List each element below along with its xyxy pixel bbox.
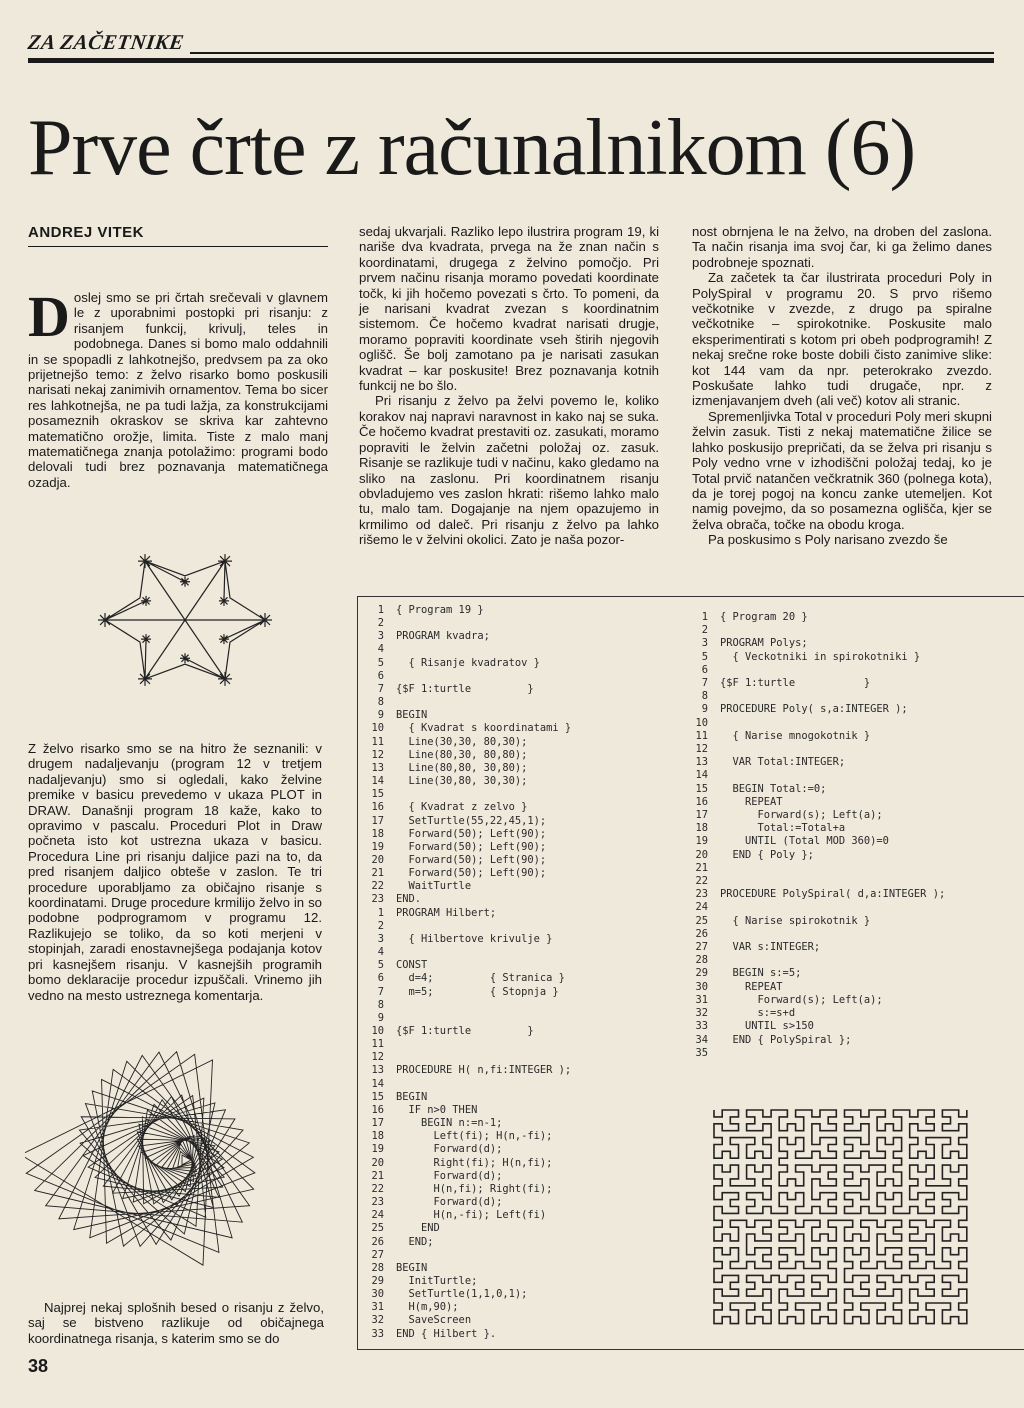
code-text: REPEAT	[720, 980, 783, 993]
line-number: 21	[371, 1169, 384, 1182]
code-line	[682, 624, 945, 637]
code-text: BEGIN	[396, 1261, 428, 1274]
snowflake-ornament-figure	[70, 525, 300, 715]
line-number: 6	[377, 669, 384, 682]
code-line	[358, 880, 571, 893]
column-1-intro	[28, 284, 328, 490]
line-number: 6	[377, 972, 384, 985]
line-number: 9	[377, 1011, 384, 1024]
code-line	[358, 709, 571, 722]
code-text: Line(30,80, 30,30);	[396, 775, 528, 788]
paragraph: Z želvo risarko smo se na hitro že seznanili: v drugem nadaljevanju (program 12 v tretjem nadaljevanju) smo si ogledali, kako želvine premike v basicu prevedemo v ukaza PLOT in DRAW. Današnji program 18 kaže, kako to opravimo v pascalu. Proceduri Plot in Draw počneta isto kot ustrezna ukaza v basicu. Procedura Line pri risanju daljice pazi na to, da pred risanjem daljico obteše v zaslon. Te tri procedure uporabljamo za običajno risanje s koordinatami. Druge procedure krmilijo želvo in so podobne podprogramom v programu 12. Razlikujejo se toliko, da so koti merjeni v stopinjah, zaradi enostavnejšega podajanja kotov pri kasnejšem risanju. V kasnejših programih bomo deklaracije procedur izpuščali. Vrinemo jih vedno na mesto ustreznega komentarja.	[28, 741, 322, 1003]
line-number: 24	[695, 901, 708, 914]
line-number: 29	[695, 967, 708, 980]
code-text: Total:=Total+a	[720, 822, 846, 835]
code-text: { Narise spirokotnik }	[720, 914, 871, 927]
line-number: 3	[701, 637, 708, 650]
column-1-middle	[28, 741, 322, 1003]
code-text: END { PolySpiral };	[720, 1033, 852, 1046]
line-number: 23	[695, 888, 708, 901]
code-text: CONST	[396, 959, 428, 972]
line-number: 10	[695, 716, 708, 729]
code-line	[358, 722, 571, 735]
code-line	[358, 1025, 571, 1038]
line-number: 19	[371, 840, 384, 853]
line-number: 6	[701, 663, 708, 676]
code-line	[682, 690, 945, 703]
code-text: H(n,fi); Right(fi);	[396, 1182, 553, 1195]
code-text: Right(fi); H(n,fi);	[396, 1156, 553, 1169]
code-text: InitTurtle;	[396, 1274, 478, 1287]
code-line	[682, 1007, 945, 1020]
code-text: { Hilbertove krivulje }	[396, 932, 553, 945]
line-number: 5	[377, 959, 384, 972]
column-2	[359, 224, 659, 548]
code-line	[358, 1078, 571, 1091]
line-number: 13	[371, 761, 384, 774]
code-text: Forward(d);	[396, 1196, 503, 1209]
code-line	[358, 643, 571, 656]
line-number: 2	[377, 919, 384, 932]
line-number: 14	[695, 769, 708, 782]
paragraph: sedaj ukvarjali. Razliko lepo ilustrira program 19, ki nariše dva kvadrata, prvega na že znan način s koordinatami, drugega z želvino pomočjo. Pri prvem načinu risanja moramo povedati koordinate točk, ki jih hočemo povezati s črto. To pomeni, da je narisani kvadrat zvezan s koordinatnim sistemom. Če hočemo kvadrat narisati drugje, moramo popraviti koordinate vseh štirih njegovih oglišč. Še bolj zamotano pa je narisati zasukan kvadrat – kar poskusite! Brez poznavanja kotnih funkcij ne bo šlo.	[359, 224, 659, 394]
code-text: END { Hilbert }.	[396, 1327, 497, 1340]
code-line	[358, 933, 571, 946]
line-number: 34	[695, 1033, 708, 1046]
code-line	[358, 775, 571, 788]
code-line	[358, 736, 571, 749]
line-number: 3	[377, 630, 384, 643]
code-text: Left(fi); H(n,-fi);	[396, 1130, 553, 1143]
code-line	[682, 703, 945, 716]
paragraph: Spremenljivka Total v proceduri Poly meri skupni želvin zasuk. Tisti z nekaj matematične žilice se lahko poskusijo prepričati, da se želva pri risanju s Poly vedno vrne v izhodiščni položaj tedaj, ko je Total prvič natančen večkratnik 360 (polnega kota), da je torej pogoj na koncu zanke utemeljen. Kot namig povejmo, da so posamezna oglišča, kjer se želva obrača, točke na obodu kroga.	[692, 408, 992, 532]
line-number: 18	[371, 827, 384, 840]
line-number: 33	[371, 1327, 384, 1340]
line-number: 5	[701, 650, 708, 663]
code-text: Line(30,30, 80,30);	[396, 735, 528, 748]
hilbert-curve-figure	[712, 1108, 974, 1330]
code-line	[682, 743, 945, 756]
line-number: 9	[377, 709, 384, 722]
code-text: PROCEDURE H( n,fi:INTEGER );	[396, 1064, 572, 1077]
code-line	[358, 1130, 571, 1143]
code-line	[358, 670, 571, 683]
code-line	[358, 828, 571, 841]
code-text: REPEAT	[720, 795, 783, 808]
code-line	[682, 1034, 945, 1047]
line-number: 8	[377, 998, 384, 1011]
code-line	[682, 637, 945, 650]
code-line	[682, 664, 945, 677]
line-number: 10	[371, 1025, 384, 1037]
line-number: 19	[371, 1143, 384, 1156]
code-text: { Veckotniki in spirokotniki }	[720, 650, 921, 663]
code-text: Forward(50); Left(90);	[396, 867, 547, 880]
code-text: SaveScreen	[396, 1314, 472, 1327]
code-line	[358, 959, 571, 972]
line-number: 22	[695, 875, 708, 888]
line-number: 28	[371, 1261, 384, 1274]
line-number: 20	[371, 853, 384, 866]
code-line	[358, 1038, 571, 1051]
code-text: END	[396, 1222, 440, 1235]
line-number: 30	[371, 1288, 384, 1301]
line-number: 18	[371, 1130, 384, 1143]
code-text: VAR Total:INTEGER;	[720, 756, 846, 769]
code-line	[358, 1209, 571, 1222]
code-text: UNTIL s>150	[720, 1020, 814, 1033]
line-number: 1	[377, 906, 384, 919]
code-line	[682, 611, 945, 624]
code-line	[358, 1222, 571, 1235]
line-number: 20	[371, 1156, 384, 1169]
line-number: 15	[371, 1090, 384, 1103]
line-number: 11	[695, 729, 708, 742]
line-number: 13	[695, 756, 708, 769]
line-number: 32	[371, 1314, 384, 1327]
code-line	[682, 769, 945, 782]
code-text: PROGRAM kvadra;	[396, 630, 490, 643]
code-line	[358, 749, 571, 762]
author-rule	[28, 246, 328, 247]
code-line	[358, 1064, 571, 1077]
code-line	[682, 862, 945, 875]
line-number: 16	[695, 795, 708, 808]
line-number: 12	[695, 743, 708, 756]
code-text: Line(80,30, 80,80);	[396, 748, 528, 761]
code-text: SetTurtle(1,1,0,1);	[396, 1288, 528, 1301]
code-text: Forward(s); Left(a);	[720, 993, 883, 1006]
spiral-lines	[25, 1052, 255, 1265]
drop-cap: D	[28, 284, 70, 349]
line-number: 24	[371, 1209, 384, 1222]
code-line	[682, 849, 945, 862]
line-number: 19	[695, 835, 708, 848]
code-line	[682, 756, 945, 769]
line-number: 31	[371, 1301, 384, 1314]
column-1-bottom	[28, 1300, 324, 1346]
code-line	[682, 717, 945, 730]
paragraph: Pri risanju z želvo pa želvi povemo le, koliko korakov naj napravi naravnost in kako naj se suka. Če hočemo kvadrat prestaviti oz. zasukati, moramo popraviti le želvin začetni položaj oz. zasuk. Risanje se razlikuje tudi v načinu, kako gledamo na sliko na zaslonu. Pri koordinatnem risanju obvladujemo ves zaslon hkrati: rišemo lahko malo tu, malo tam. Dogajanje na njem opazujemo in krmilimo od daleč. Pri risanju z želvo pa lahko rišemo le v želvini okolici. Zato je naša pozor-	[359, 393, 659, 548]
code-text: H(n,-fi); Left(fi)	[396, 1209, 547, 1222]
code-line	[358, 1301, 571, 1314]
line-number: 20	[695, 848, 708, 861]
code-text: VAR s:INTEGER;	[720, 941, 821, 954]
code-line	[358, 999, 571, 1012]
line-number: 17	[371, 1117, 384, 1130]
paragraph: Pa poskusimo s Poly narisano zvezdo še	[708, 532, 948, 548]
line-number: 10	[371, 722, 384, 735]
code-line	[358, 1012, 571, 1025]
line-number: 15	[695, 782, 708, 795]
code-text: { Program 19 }	[396, 604, 484, 616]
code-text: Forward(50); Left(90);	[396, 827, 547, 840]
code-line	[358, 630, 571, 643]
code-text: Forward(d);	[396, 1143, 503, 1156]
code-line	[682, 677, 945, 690]
code-text: d=4; { Stranica }	[396, 972, 565, 985]
line-number: 31	[695, 993, 708, 1006]
code-line	[358, 1183, 571, 1196]
code-line	[682, 651, 945, 664]
line-number: 7	[701, 677, 708, 690]
code-line	[358, 617, 571, 630]
code-text: {$F 1:turtle }	[396, 1025, 534, 1037]
line-number: 18	[695, 822, 708, 835]
code-text: PROGRAM Hilbert;	[396, 906, 497, 919]
line-number: 5	[377, 656, 384, 669]
code-line	[682, 875, 945, 888]
code-text: { Risanje kvadratov }	[396, 656, 540, 669]
code-text: BEGIN	[396, 709, 428, 722]
line-number: 25	[695, 914, 708, 927]
code-text: Forward(d);	[396, 1169, 503, 1182]
code-line	[682, 796, 945, 809]
article-title: Prve črte z računalnikom (6)	[28, 104, 916, 192]
code-line	[358, 1314, 571, 1327]
line-number: 12	[371, 748, 384, 761]
code-text: { Kvadrat s koordinatami }	[396, 722, 572, 735]
line-number: 1	[701, 611, 708, 623]
paragraph: Za začetek ta čar ilustrirata proceduri Poly in PolySpiral v programu 20. S prvo rišemo večkotnike v zvezde, z drugo pa spiralne večkotnike – spirokotnike. Poskusite malo eksperimentirati s kotom pri obeh podprogramih! Z nekaj srečne roke boste dobili čisto zanimive slike: kot 144 vam da npr. peterokrako zvezdo. Poskušate lahko tudi drugače, npr. z izmenjavanjem dveh (ali več) kotov ali stranic.	[692, 270, 992, 409]
code-line	[682, 901, 945, 914]
code-line	[682, 783, 945, 796]
code-line	[358, 907, 571, 920]
code-text: BEGIN	[396, 1090, 428, 1103]
code-line	[358, 986, 571, 999]
code-text: PROCEDURE Poly( s,a:INTEGER );	[720, 703, 908, 716]
code-line	[682, 915, 945, 928]
line-number: 2	[701, 624, 708, 637]
code-text: Forward(s); Left(a);	[720, 809, 883, 822]
code-text: s:=s+d	[720, 1007, 796, 1020]
code-line	[358, 946, 571, 959]
line-number: 8	[377, 696, 384, 709]
code-text: {$F 1:turtle }	[720, 677, 871, 690]
code-line	[358, 1196, 571, 1209]
code-text: { Kvadrat z zelvo }	[396, 801, 528, 814]
line-number: 26	[695, 927, 708, 940]
code-line	[358, 1170, 571, 1183]
code-text: SetTurtle(55,22,45,1);	[396, 814, 547, 827]
code-line	[682, 822, 945, 835]
code-text: PROCEDURE PolySpiral( d,a:INTEGER );	[720, 888, 946, 901]
code-line	[682, 967, 945, 980]
code-text: { Narise mnogokotnik }	[720, 729, 871, 742]
paragraph: oslej smo se pri črtah srečevali v glavnem le z uporabnimi postopki pri risanju: z risanjem funkcij, krivulj, teles in podobnega. Danes si bomo malo oddahnili in se spopadli z lahkotnejšo, predvsem pa za oko prijetnejšo temo: z želvo risarko bomo poskusili narisati nekaj zanimivih ornamentov. Tema bo sicer res lahkotnejša, ne pa tudi lažja, za konstrukcijami posameznih okraskov se skriva kar zahtevno matematično orožje, limita. Tiste z malo manj matematičnega znanja potolažimo: programi bodo delovali tudi brez poznavanja matematičnega ozadja.	[28, 290, 328, 490]
code-text: Line(80,80, 30,80);	[396, 761, 528, 774]
section-title: ZA ZAČETNIKE	[26, 30, 186, 54]
line-number: 11	[371, 1038, 384, 1051]
code-line	[682, 809, 945, 822]
line-number: 29	[371, 1274, 384, 1287]
line-number: 7	[377, 985, 384, 998]
code-line	[358, 1157, 571, 1170]
line-number: 27	[371, 1248, 384, 1261]
code-text: BEGIN s:=5;	[720, 967, 802, 980]
line-number: 4	[377, 946, 384, 959]
code-text: {$F 1:turtle }	[396, 682, 534, 695]
line-number: 8	[701, 690, 708, 703]
line-number: 25	[371, 1222, 384, 1235]
paragraph: Najprej nekaj splošnih besed o risanju z želvo, saj se bistveno razlikuje od običajnega koordinatnega risanja, s katerim smo se do	[28, 1300, 324, 1346]
code-text: END;	[396, 1235, 434, 1248]
code-text: IF n>0 THEN	[396, 1103, 478, 1116]
line-number: 17	[695, 809, 708, 822]
code-text: END { Poly };	[720, 848, 814, 861]
code-text: UNTIL (Total MOD 360)=0	[720, 835, 889, 848]
line-number: 3	[377, 932, 384, 945]
code-line	[682, 888, 945, 901]
code-line	[358, 1262, 571, 1275]
header-rule	[28, 58, 994, 63]
line-number: 13	[371, 1064, 384, 1077]
line-number: 4	[377, 643, 384, 656]
line-number: 15	[371, 788, 384, 801]
column-3	[692, 224, 992, 548]
line-number: 32	[695, 1007, 708, 1020]
code-line	[358, 762, 571, 775]
line-number: 26	[371, 1235, 384, 1248]
code-line	[358, 801, 571, 814]
line-number: 21	[371, 867, 384, 880]
author-name: ANDREJ VITEK	[28, 224, 145, 241]
code-line	[682, 730, 945, 743]
code-text: Forward(50); Left(90);	[396, 853, 547, 866]
line-number: 16	[371, 801, 384, 814]
code-text: H(m,90);	[396, 1301, 459, 1314]
code-line	[358, 972, 571, 985]
header-rule-thin	[190, 52, 994, 54]
code-line	[358, 683, 571, 696]
line-number: 1	[377, 604, 384, 616]
code-line	[358, 1275, 571, 1288]
line-number: 35	[695, 1046, 708, 1059]
code-line	[358, 854, 571, 867]
line-number: 14	[371, 1077, 384, 1090]
code-text: END.	[396, 893, 422, 906]
code-line	[682, 994, 945, 1007]
code-listing-right	[682, 611, 945, 1060]
code-text: Forward(50); Left(90);	[396, 840, 547, 853]
code-line	[358, 1249, 571, 1262]
code-line	[358, 920, 571, 933]
code-text: WaitTurtle	[396, 880, 472, 893]
code-line	[682, 981, 945, 994]
code-text: PROGRAM Polys;	[720, 637, 808, 650]
code-line	[358, 1236, 571, 1249]
snowflake-lines	[98, 554, 272, 686]
line-number: 14	[371, 775, 384, 788]
code-line	[682, 1047, 945, 1060]
spirolateral-figure	[25, 1030, 325, 1290]
line-number: 16	[371, 1103, 384, 1116]
line-number: 17	[371, 814, 384, 827]
code-line	[358, 815, 571, 828]
line-number: 27	[695, 941, 708, 954]
code-line	[358, 1091, 571, 1104]
code-line	[358, 696, 571, 709]
code-line	[358, 1117, 571, 1130]
code-line	[358, 604, 571, 617]
line-number: 30	[695, 980, 708, 993]
code-line	[358, 893, 571, 906]
code-line	[682, 954, 945, 967]
code-listing-left	[358, 604, 571, 1341]
code-line	[358, 1143, 571, 1156]
paragraph: nost obrnjena le na želvo, na droben del zaslona. Ta način risanja ima svoj čar, ki ga želimo danes podrobneje spoznati.	[692, 224, 992, 270]
line-number: 28	[695, 954, 708, 967]
code-text: { Program 20 }	[720, 611, 808, 623]
line-number: 22	[371, 1182, 384, 1195]
code-line	[358, 867, 571, 880]
code-line	[682, 928, 945, 941]
code-text: BEGIN n:=n-1;	[396, 1117, 503, 1130]
code-line	[682, 835, 945, 848]
code-line	[358, 841, 571, 854]
code-line	[358, 1104, 571, 1117]
code-line	[358, 788, 571, 801]
code-line	[358, 1328, 571, 1341]
code-line	[682, 1020, 945, 1033]
line-number: 11	[371, 735, 384, 748]
code-text: BEGIN Total:=0;	[720, 782, 827, 795]
line-number: 21	[695, 861, 708, 874]
code-line	[358, 1051, 571, 1064]
code-line	[358, 1288, 571, 1301]
code-line	[682, 941, 945, 954]
code-text: m=5; { Stopnja }	[396, 985, 559, 998]
line-number: 9	[701, 703, 708, 716]
line-number: 12	[371, 1051, 384, 1064]
code-line	[358, 657, 571, 670]
line-number: 23	[371, 893, 384, 906]
page-number: 38	[28, 1356, 49, 1376]
line-number: 22	[371, 880, 384, 893]
line-number: 2	[377, 617, 384, 630]
line-number: 23	[371, 1196, 384, 1209]
line-number: 7	[377, 682, 384, 695]
line-number: 33	[695, 1020, 708, 1033]
